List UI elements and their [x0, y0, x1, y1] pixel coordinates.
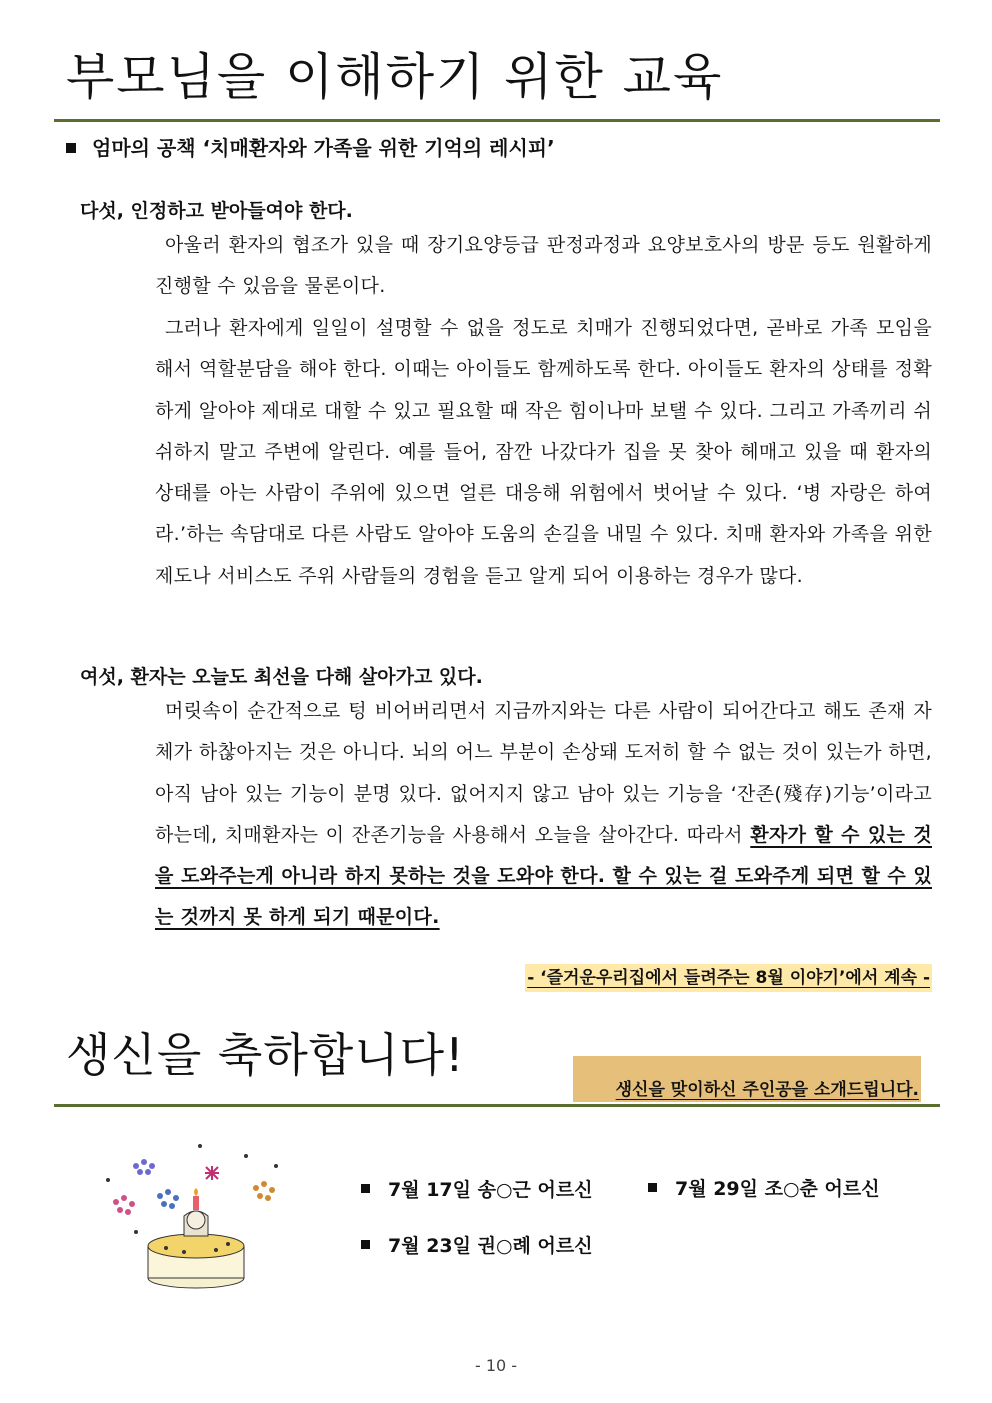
- birthday-entry: [361, 1231, 593, 1261]
- section6-paragraph-1: [155, 691, 932, 939]
- section-heading-6: 여섯, 환자는 오늘도 최선을 다해 살아가고 있다.: [80, 666, 483, 688]
- birthday-entry-text: 7월 17일 송○근 어르신: [388, 1179, 593, 1201]
- section5-paragraph-1: 아울러 환자의 협조가 있을 때 장기요양등급 판정과정과 요양보호사의 방문 등도 원활하게 진행할 수 있음을 물론이다.: [155, 234, 932, 298]
- section6-plain-text: 머릿속이 순간적으로 텅 비어버리면서 지금까지와는 다른 사람이 되어간다고 해도 존재 자체가 하찮아지는 것은 아니다. 뇌의 어느 부분이 손상돼 도저히 할 수 없는 것이 있는가 하면, 아직 남아 있는 기능이 분명 있다. 없어지지 않고 남아 있는 기능을 ‘잔존(殘存)기능’이라고 하는데, 치매환자는 이 잔존기능을 사용해서 오늘을 살아간다. 따라서: [155, 700, 932, 846]
- page-number: - 10 -: [474, 1356, 518, 1375]
- birthday-entry: [361, 1175, 593, 1205]
- birthday-entry-text: 7월 23일 권○례 어르신: [388, 1235, 593, 1257]
- section6-emphasis-text: 환자가 할 수 있는 것을 도와주는게 아니라 하지 못하는 것을 도와야 한다. 할 수 있는 걸 도와주게 되면 할 수 있는 것까지 못 하게 되기 때문이다.: [155, 823, 932, 929]
- birthday-entry-text: 7월 29일 조○춘 어르신: [675, 1178, 880, 1200]
- title-divider: [54, 119, 940, 122]
- source-credit: - ‘즐거운우리집에서 들려주는 8월 이야기’에서 계속 -: [525, 964, 932, 992]
- birthday-cake-icon: [96, 1136, 296, 1296]
- birthday-divider: [54, 1104, 940, 1107]
- bullet-square-icon: [361, 1240, 370, 1249]
- section-heading-5: 다섯, 인정하고 받아들여야 한다.: [80, 200, 353, 222]
- article-source-text: 엄마의 공책 ‘치매환자와 가족을 위한 기억의 레시피’: [92, 136, 555, 160]
- birthday-subtitle: 생신을 맞이하신 주인공을 소개드립니다.: [615, 1080, 919, 1100]
- bullet-square-icon: [648, 1183, 657, 1192]
- birthday-title: 생신을 축하합니다!: [66, 1028, 465, 1082]
- birthday-entry: [648, 1174, 880, 1204]
- bullet-square-icon: [66, 143, 76, 153]
- bullet-square-icon: [361, 1184, 370, 1193]
- article-source: [66, 133, 555, 163]
- birthday-subtitle-banner: [573, 1056, 921, 1102]
- section5-paragraph-2: 그러나 환자에게 일일이 설명할 수 없을 정도로 치매가 진행되었다면, 곧바로 가족 모임을 해서 역할분담을 해야 한다. 이때는 아이들도 함께하도록 한다. 아이들도 환자의 상태를 정확하게 알아야 제대로 대할 수 있고 필요할 때 작은 힘이나마 보탤 수 있다. 그리고 가족끼리 쉬쉬하지 말고 주변에 알린다. 예를 들어, 잠깐 나갔다가 집을 못 찾아 헤매고 있을 때 환자의 상태를 아는 사람이 주위에 있으면 얼른 대응해 위험에서 벗어날 수 있다. ‘병 자랑은 하여라.’하는 속담대로 다른 사람도 알아야 도움의 손길을 내밀 수 있다. 치매 환자와 가족을 위한 제도나 서비스도 주위 사람들의 경험을 듣고 알게 되어 이용하는 경우가 많다.: [155, 317, 933, 587]
- page-title: 부모님을 이해하기 위한 교육: [66, 48, 724, 106]
